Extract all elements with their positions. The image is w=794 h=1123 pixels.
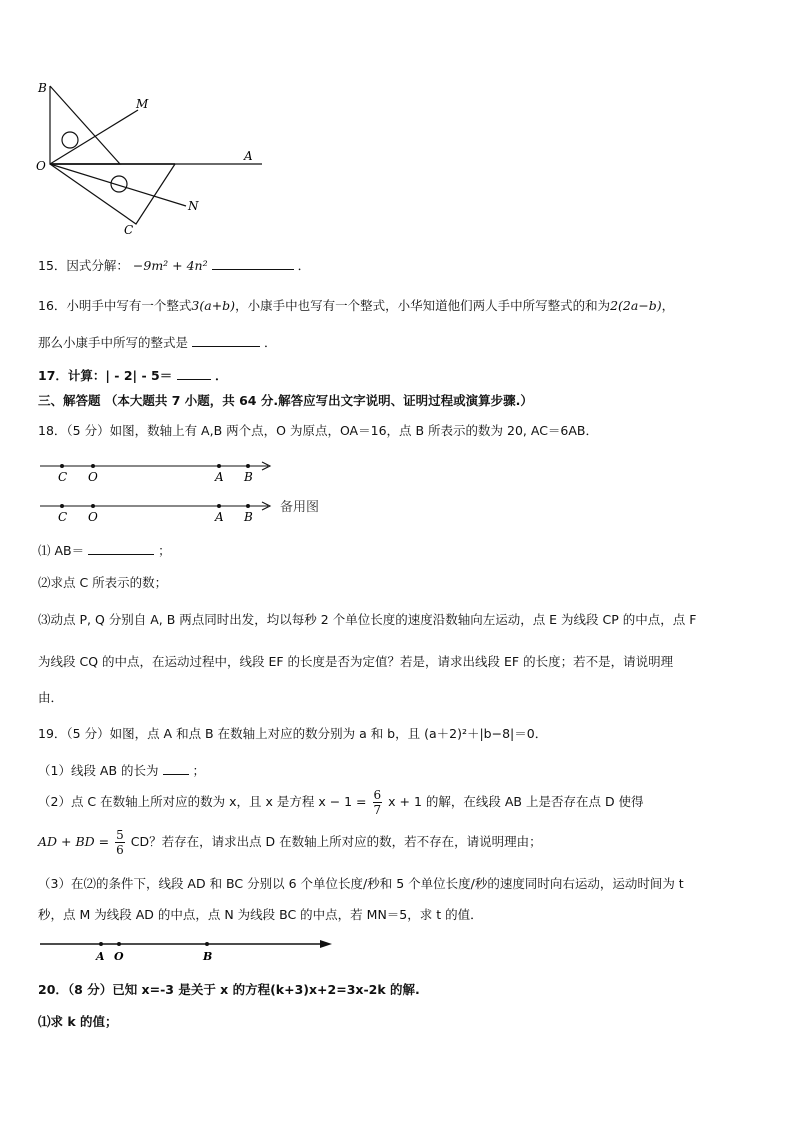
q18-p3-l1: ⑶动点 P, Q 分别自 A, B 两点同时出发，均以每秒 2 个单位长度的速度沿数轴向左运动，点 E 为线段 CP 的中点，点 F xyxy=(38,612,697,627)
q18-part1 xyxy=(38,541,171,559)
q15-answer-blank[interactable] xyxy=(212,258,294,270)
q19-part2-line2 xyxy=(38,828,542,857)
question-16-line2 xyxy=(38,333,277,351)
axis1-label-o: O xyxy=(88,470,98,484)
q18-p1-end: ； xyxy=(158,543,171,558)
q15-expression: −9m² + 4n² xyxy=(132,258,208,273)
q16-line2-end: ． xyxy=(263,335,277,350)
spare-label: 备用图 xyxy=(280,500,320,515)
question-20-stem xyxy=(38,980,420,998)
q17-end: ． xyxy=(214,368,228,383)
q18-p1-blank[interactable] xyxy=(88,543,154,555)
q18-part3-line3 xyxy=(38,688,63,706)
frac2-numerator: 5 xyxy=(116,828,124,842)
axis2-label-o: O xyxy=(88,510,98,524)
frac1-denominator: 7 xyxy=(373,803,382,817)
q20-stem: 20．（8 分）已知 x=-3 是关于 x 的方程(k+3)x+2=3x-2k 的解. xyxy=(38,982,420,997)
section-3-text: 三、解答题 （本大题共 7 小题，共 64 分.解答应写出文字说明、证明过程或演算步骤.） xyxy=(38,393,533,408)
label-c: C xyxy=(124,223,134,237)
q19-p2-b: x + 1 的解，在线段 AB 上是否存在点 D 使得 xyxy=(388,794,644,809)
q17-answer-blank[interactable] xyxy=(177,368,211,380)
question-16 xyxy=(38,296,674,314)
q15-prefix: 15．因式分解： xyxy=(38,258,129,273)
label-n: N xyxy=(188,199,199,213)
q16-text-c: ， xyxy=(661,298,675,313)
q20-part1 xyxy=(38,1012,118,1030)
q16-text-b: ，小康手中也写有一个整式，小华知道他们两人手中所写整式的和为 xyxy=(235,298,611,313)
label-b: B xyxy=(38,81,47,95)
q16-text-a: 16．小明手中写有一个整式 xyxy=(38,298,192,313)
q15-suffix: ． xyxy=(297,258,311,273)
label-o: O xyxy=(36,159,46,173)
q19-p2-d: CD？若存在，请求出点 D 在数轴上所对应的数，若不存在，请说明理由； xyxy=(130,834,542,849)
q18-stem: 18．（5 分）如图，数轴上有 A,B 两个点，O 为原点，OA＝16，点 B 所表示的数为 20, AC＝6AB． xyxy=(38,423,599,438)
q18-p3-l2: 为线段 CQ 的中点，在运动过程中，线段 EF 的长度是否为定值？若是，请求出线段 EF 的长度；若不是，请说明理 xyxy=(38,654,674,669)
label-a: A xyxy=(244,149,253,163)
q18-part3-line2 xyxy=(38,652,673,670)
question-18-stem xyxy=(38,421,598,439)
q19-part1 xyxy=(38,761,205,779)
q19-part3-line2 xyxy=(38,905,483,923)
axis1-label-a: A xyxy=(215,470,224,484)
q16-line2: 那么小康手中所写的整式是 xyxy=(38,335,189,350)
axis2-label-c: C xyxy=(58,510,68,524)
q19-p2-c: AD + BD = xyxy=(38,834,110,849)
q16-expr2: 2(2a−b) xyxy=(610,298,662,313)
axis1-label-b: B xyxy=(244,470,253,484)
axis-label-b: B xyxy=(203,950,213,963)
question-19-stem xyxy=(38,724,547,742)
q18-number-line xyxy=(38,456,338,526)
axis2-label-a: A xyxy=(215,510,224,524)
q18-p1-text: ⑴ AB＝ xyxy=(38,543,85,558)
q16-answer-blank[interactable] xyxy=(192,335,260,347)
frac1-numerator: 6 xyxy=(373,788,382,802)
q16-expr1: 3(a+b) xyxy=(191,298,236,313)
label-m: M xyxy=(136,97,149,111)
q18-p3-l3: 由． xyxy=(38,690,64,705)
q19-p1-end: ； xyxy=(192,763,206,778)
q17-text: 17．计算：| - 2| - 5＝ xyxy=(38,368,173,383)
axis1-label-c: C xyxy=(58,470,68,484)
axis-label-a: A xyxy=(96,950,105,963)
q19-p3-l1: （3）在⑵的条件下，线段 AD 和 BC 分别以 6 个单位长度/秒和 5 个单位长度/秒的速度同时向右运动，运动时间为 t xyxy=(38,876,684,891)
q19-p2-a: （2）点 C 在数轴上所对应的数为 x，且 x 是方程 x − 1 = xyxy=(38,794,367,809)
q18-part2 xyxy=(38,573,167,591)
q18-part3-line1 xyxy=(38,610,696,628)
q19-p1-blank[interactable] xyxy=(163,763,189,775)
section-3-heading xyxy=(38,391,533,409)
angle-figure xyxy=(30,78,270,240)
q20-p1: ⑴求 k 的值； xyxy=(38,1014,118,1029)
spare-figure-label xyxy=(280,496,319,515)
q19-number-line xyxy=(38,934,338,964)
q19-part3-line1 xyxy=(38,874,684,892)
q18-p2-text: ⑵求点 C 所表示的数； xyxy=(38,575,168,590)
frac2-denominator: 6 xyxy=(116,843,124,857)
q19-part2-line1 xyxy=(38,788,644,817)
fraction-6-7 xyxy=(373,788,383,817)
q19-stem: 19．（5 分）如图，点 A 和点 B 在数轴上对应的数分别为 a 和 b，且 (a＋2)²＋|b−8|＝0． xyxy=(38,726,548,741)
question-17 xyxy=(38,366,227,384)
q19-p1-text: （1）线段 AB 的长为 xyxy=(38,763,159,778)
axis2-label-b: B xyxy=(244,510,253,524)
axis-label-o: O xyxy=(114,950,124,963)
fraction-5-6 xyxy=(115,828,125,857)
q19-p3-l2: 秒，点 M 为线段 AD 的中点，点 N 为线段 BC 的中点，若 MN＝5，求 t 的值． xyxy=(38,907,483,922)
question-15 xyxy=(38,256,310,274)
